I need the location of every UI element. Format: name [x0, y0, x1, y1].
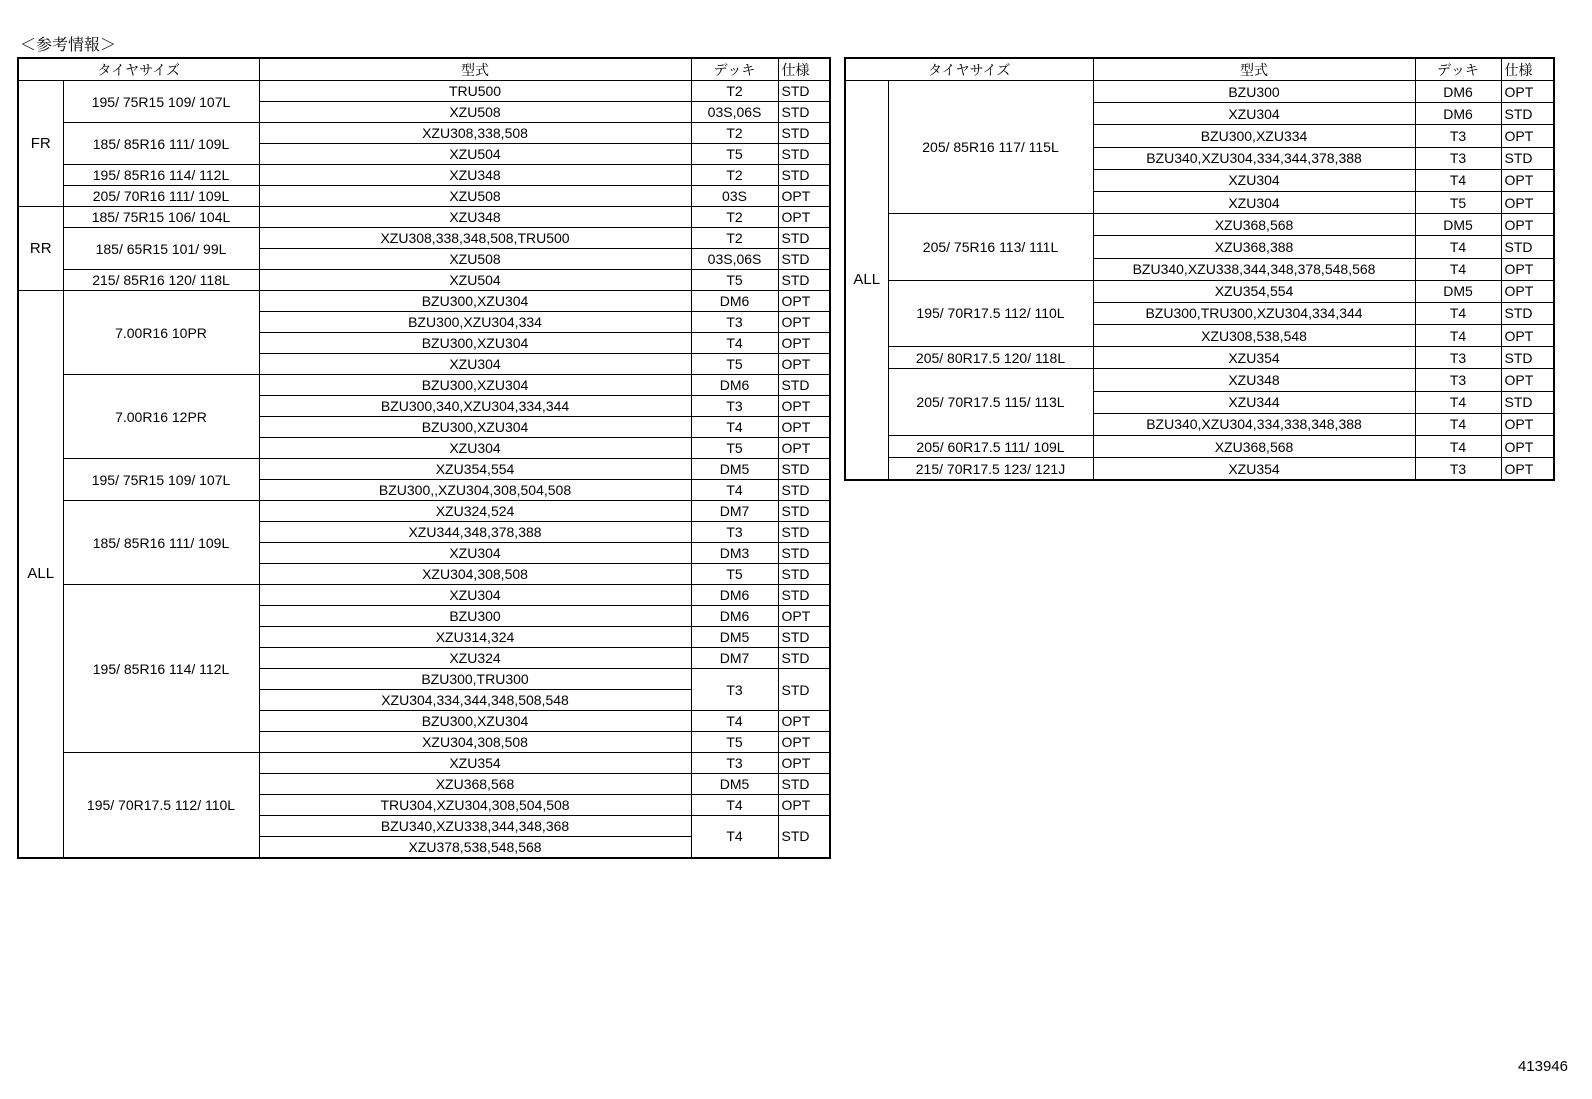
- model-cell: XZU308,538,548: [1093, 325, 1415, 347]
- right-table-body: [845, 81, 1554, 480]
- spec-cell: STD: [778, 81, 830, 102]
- tire-size-cell: 205/ 70R16 111/ 109L: [63, 186, 259, 207]
- model-cell: XZU504: [259, 270, 691, 291]
- deck-cell: T3: [1415, 347, 1501, 369]
- spec-cell: STD: [778, 144, 830, 165]
- spec-cell: STD: [778, 123, 830, 144]
- model-cell: XZU304,308,508: [259, 564, 691, 585]
- table-row: [18, 291, 830, 312]
- model-cell: TRU304,XZU304,308,504,508: [259, 795, 691, 816]
- position-cell: RR: [18, 207, 63, 291]
- spec-cell: OPT: [778, 186, 830, 207]
- header-model: 型式: [1093, 58, 1415, 81]
- table-row: [18, 165, 830, 186]
- model-cell: XZU304: [259, 543, 691, 564]
- spec-cell: STD: [778, 543, 830, 564]
- model-cell: XZU508: [259, 249, 691, 270]
- model-cell: XZU304: [1093, 103, 1415, 125]
- tire-size-cell: 185/ 85R16 111/ 109L: [63, 123, 259, 165]
- spec-cell: OPT: [1501, 436, 1554, 458]
- spec-cell: OPT: [778, 711, 830, 732]
- spec-cell: OPT: [1501, 214, 1554, 236]
- tire-size-cell: 205/ 85R16 117/ 115L: [888, 81, 1093, 214]
- model-cell: XZU344,348,378,388: [259, 522, 691, 543]
- tire-size-cell: 195/ 75R15 109/ 107L: [63, 81, 259, 123]
- model-cell: BZU300,XZU304: [259, 333, 691, 354]
- model-cell: XZU368,568: [259, 774, 691, 795]
- spec-cell: STD: [1501, 236, 1554, 258]
- tire-size-cell: 215/ 85R16 120/ 118L: [63, 270, 259, 291]
- model-cell: XZU508: [259, 102, 691, 123]
- model-cell: BZU300,XZU304: [259, 711, 691, 732]
- deck-cell: DM6: [691, 291, 778, 312]
- deck-cell: DM6: [1415, 81, 1501, 103]
- model-cell: XZU348: [259, 165, 691, 186]
- model-cell: XZU304: [259, 585, 691, 606]
- tire-size-cell: 205/ 75R16 113/ 111L: [888, 214, 1093, 281]
- spec-cell: STD: [1501, 103, 1554, 125]
- header-row: [845, 58, 1554, 81]
- deck-cell: T2: [691, 165, 778, 186]
- deck-cell: T5: [691, 438, 778, 459]
- deck-cell: DM7: [691, 501, 778, 522]
- model-cell: XZU504: [259, 144, 691, 165]
- spec-cell: STD: [778, 249, 830, 270]
- deck-cell: DM6: [691, 585, 778, 606]
- tire-size-cell: 195/ 85R16 114/ 112L: [63, 585, 259, 753]
- spec-cell: STD: [778, 480, 830, 501]
- model-cell: BZU300,340,XZU304,334,344: [259, 396, 691, 417]
- spec-cell: STD: [778, 627, 830, 648]
- deck-cell: T4: [691, 711, 778, 732]
- spec-cell: OPT: [778, 753, 830, 774]
- table-row: [18, 753, 830, 774]
- position-cell: ALL: [845, 81, 888, 480]
- deck-cell: T4: [1415, 413, 1501, 435]
- header-model: 型式: [259, 58, 691, 81]
- deck-cell: T4: [1415, 169, 1501, 191]
- deck-cell: DM5: [691, 627, 778, 648]
- model-cell: XZU368,568: [1093, 214, 1415, 236]
- model-cell: XZU304: [1093, 191, 1415, 213]
- deck-cell: T4: [691, 795, 778, 816]
- tire-size-cell: 205/ 70R17.5 115/ 113L: [888, 369, 1093, 436]
- header-spec: 仕様: [1501, 58, 1554, 81]
- tire-size-cell: 7.00R16 10PR: [63, 291, 259, 375]
- tire-table-right: [844, 57, 1555, 481]
- model-cell: BZU300,,XZU304,308,504,508: [259, 480, 691, 501]
- header-tire-size: タイヤサイズ: [845, 58, 1093, 81]
- tire-size-cell: 195/ 75R15 109/ 107L: [63, 459, 259, 501]
- spec-cell: OPT: [778, 312, 830, 333]
- spec-cell: OPT: [1501, 458, 1554, 480]
- spec-cell: STD: [1501, 302, 1554, 324]
- tire-size-cell: 215/ 70R17.5 123/ 121J: [888, 458, 1093, 480]
- deck-cell: T3: [1415, 147, 1501, 169]
- spec-cell: STD: [1501, 391, 1554, 413]
- position-cell: ALL: [18, 291, 63, 858]
- table-row: [845, 436, 1554, 458]
- model-cell: XZU308,338,348,508,TRU500: [259, 228, 691, 249]
- spec-cell: OPT: [778, 333, 830, 354]
- deck-cell: T3: [691, 312, 778, 333]
- spec-cell: OPT: [778, 396, 830, 417]
- deck-cell: DM7: [691, 648, 778, 669]
- deck-cell: T2: [691, 207, 778, 228]
- spec-cell: STD: [778, 459, 830, 480]
- deck-cell: T4: [691, 333, 778, 354]
- tire-size-cell: 7.00R16 12PR: [63, 375, 259, 459]
- table-row: [18, 81, 830, 102]
- model-cell: TRU500: [259, 81, 691, 102]
- deck-cell: 03S: [691, 186, 778, 207]
- deck-cell: T5: [691, 144, 778, 165]
- spec-cell: STD: [778, 774, 830, 795]
- tire-size-cell: 205/ 80R17.5 120/ 118L: [888, 347, 1093, 369]
- spec-cell: STD: [778, 102, 830, 123]
- model-cell: BZU340,XZU304,334,344,378,388: [1093, 147, 1415, 169]
- model-cell: XZU304: [1093, 169, 1415, 191]
- table-row: [845, 280, 1554, 302]
- spec-cell: STD: [778, 816, 830, 858]
- spec-cell: OPT: [778, 291, 830, 312]
- deck-cell: T5: [691, 564, 778, 585]
- deck-cell: T2: [691, 228, 778, 249]
- spec-cell: STD: [778, 270, 830, 291]
- spec-cell: OPT: [778, 732, 830, 753]
- model-cell: XZU354,554: [1093, 280, 1415, 302]
- model-cell: BZU340,XZU338,344,348,378,548,568: [1093, 258, 1415, 280]
- deck-cell: DM6: [691, 375, 778, 396]
- model-cell: BZU300,TRU300,XZU304,334,344: [1093, 302, 1415, 324]
- header-spec: 仕様: [778, 58, 830, 81]
- tire-size-cell: 185/ 85R16 111/ 109L: [63, 501, 259, 585]
- table-row: [18, 585, 830, 606]
- model-cell: XZU354: [1093, 347, 1415, 369]
- header-deck: デッキ: [691, 58, 778, 81]
- deck-cell: T5: [1415, 191, 1501, 213]
- model-cell: XZU324: [259, 648, 691, 669]
- deck-cell: DM5: [1415, 214, 1501, 236]
- spec-cell: OPT: [1501, 169, 1554, 191]
- spec-cell: STD: [778, 165, 830, 186]
- spec-cell: OPT: [778, 438, 830, 459]
- spec-cell: STD: [778, 585, 830, 606]
- model-cell: XZU304,308,508: [259, 732, 691, 753]
- tire-size-cell: 205/ 60R17.5 111/ 109L: [888, 436, 1093, 458]
- deck-cell: T4: [1415, 258, 1501, 280]
- deck-cell: T5: [691, 270, 778, 291]
- deck-cell: T4: [691, 480, 778, 501]
- model-cell: XZU508: [259, 186, 691, 207]
- header-deck: デッキ: [1415, 58, 1501, 81]
- spec-cell: OPT: [1501, 258, 1554, 280]
- spec-cell: OPT: [778, 795, 830, 816]
- tire-table-left: [17, 57, 831, 859]
- spec-cell: OPT: [1501, 191, 1554, 213]
- table-row: [18, 207, 830, 228]
- deck-cell: T4: [1415, 391, 1501, 413]
- deck-cell: T2: [691, 123, 778, 144]
- deck-cell: DM3: [691, 543, 778, 564]
- table-row: [18, 459, 830, 480]
- deck-cell: T3: [1415, 125, 1501, 147]
- deck-cell: T5: [691, 354, 778, 375]
- model-cell: XZU304: [259, 438, 691, 459]
- spec-cell: STD: [778, 501, 830, 522]
- spec-cell: STD: [1501, 347, 1554, 369]
- model-cell: BZU300,XZU334: [1093, 125, 1415, 147]
- deck-cell: T3: [691, 522, 778, 543]
- spec-cell: STD: [778, 228, 830, 249]
- model-cell: BZU300: [1093, 81, 1415, 103]
- deck-cell: T3: [691, 753, 778, 774]
- spec-cell: OPT: [778, 417, 830, 438]
- model-cell: BZU300,XZU304: [259, 375, 691, 396]
- model-cell: BZU300,XZU304,334: [259, 312, 691, 333]
- spec-cell: STD: [778, 522, 830, 543]
- spec-cell: OPT: [1501, 413, 1554, 435]
- deck-cell: DM5: [691, 459, 778, 480]
- deck-cell: T4: [691, 417, 778, 438]
- tire-size-cell: 195/ 70R17.5 112/ 110L: [888, 280, 1093, 347]
- model-cell: XZU378,538,548,568: [259, 837, 691, 858]
- deck-cell: T4: [1415, 236, 1501, 258]
- spec-cell: OPT: [1501, 81, 1554, 103]
- spec-cell: OPT: [1501, 369, 1554, 391]
- table-row: [845, 369, 1554, 391]
- header-row: [18, 58, 830, 81]
- model-cell: XZU314,324: [259, 627, 691, 648]
- spec-cell: STD: [778, 648, 830, 669]
- table-row: [18, 228, 830, 249]
- spec-cell: STD: [778, 375, 830, 396]
- model-cell: BZU300: [259, 606, 691, 627]
- deck-cell: DM6: [691, 606, 778, 627]
- table-row: [18, 501, 830, 522]
- deck-cell: 03S,06S: [691, 102, 778, 123]
- model-cell: XZU304: [259, 354, 691, 375]
- model-cell: BZU300,XZU304: [259, 291, 691, 312]
- deck-cell: T3: [1415, 369, 1501, 391]
- deck-cell: DM5: [1415, 280, 1501, 302]
- deck-cell: T3: [691, 669, 778, 711]
- spec-cell: STD: [778, 669, 830, 711]
- spec-cell: OPT: [778, 354, 830, 375]
- table-row: [18, 186, 830, 207]
- model-cell: XZU304,334,344,348,508,548: [259, 690, 691, 711]
- deck-cell: T4: [1415, 436, 1501, 458]
- spec-cell: STD: [1501, 147, 1554, 169]
- spec-cell: OPT: [778, 207, 830, 228]
- model-cell: XZU324,524: [259, 501, 691, 522]
- header-tire-size: タイヤサイズ: [18, 58, 259, 81]
- figure-number: 413946: [1517, 1058, 1568, 1075]
- model-cell: BZU340,XZU304,334,338,348,388: [1093, 413, 1415, 435]
- spec-cell: STD: [778, 564, 830, 585]
- table-row: [845, 458, 1554, 480]
- model-cell: XZU348: [1093, 369, 1415, 391]
- spec-cell: OPT: [1501, 125, 1554, 147]
- model-cell: XZU354: [259, 753, 691, 774]
- reference-label: ＜参考情報＞: [20, 35, 117, 54]
- model-cell: BZU340,XZU338,344,348,368: [259, 816, 691, 837]
- deck-cell: T2: [691, 81, 778, 102]
- deck-cell: DM6: [1415, 103, 1501, 125]
- spec-cell: OPT: [778, 606, 830, 627]
- deck-cell: T4: [1415, 325, 1501, 347]
- tire-size-cell: 185/ 75R15 106/ 104L: [63, 207, 259, 228]
- model-cell: XZU344: [1093, 391, 1415, 413]
- table-row: [845, 347, 1554, 369]
- model-cell: XZU348: [259, 207, 691, 228]
- deck-cell: 03S,06S: [691, 249, 778, 270]
- table-row: [845, 214, 1554, 236]
- deck-cell: T4: [1415, 302, 1501, 324]
- spec-cell: OPT: [1501, 280, 1554, 302]
- tire-size-cell: 185/ 65R15 101/ 99L: [63, 228, 259, 270]
- model-cell: BZU300,TRU300: [259, 669, 691, 690]
- deck-cell: T4: [691, 816, 778, 858]
- table-row: [18, 270, 830, 291]
- deck-cell: T3: [691, 396, 778, 417]
- tire-size-cell: 195/ 85R16 114/ 112L: [63, 165, 259, 186]
- deck-cell: T5: [691, 732, 778, 753]
- table-row: [845, 81, 1554, 103]
- model-cell: BZU300,XZU304: [259, 417, 691, 438]
- table-row: [18, 123, 830, 144]
- model-cell: XZU354,554: [259, 459, 691, 480]
- position-cell: FR: [18, 81, 63, 207]
- model-cell: XZU308,338,508: [259, 123, 691, 144]
- spec-cell: OPT: [1501, 325, 1554, 347]
- table-row: [18, 375, 830, 396]
- model-cell: XZU368,388: [1093, 236, 1415, 258]
- model-cell: XZU354: [1093, 458, 1415, 480]
- deck-cell: DM5: [691, 774, 778, 795]
- model-cell: XZU368,568: [1093, 436, 1415, 458]
- left-table-body: [18, 81, 830, 858]
- deck-cell: T3: [1415, 458, 1501, 480]
- tire-size-cell: 195/ 70R17.5 112/ 110L: [63, 753, 259, 858]
